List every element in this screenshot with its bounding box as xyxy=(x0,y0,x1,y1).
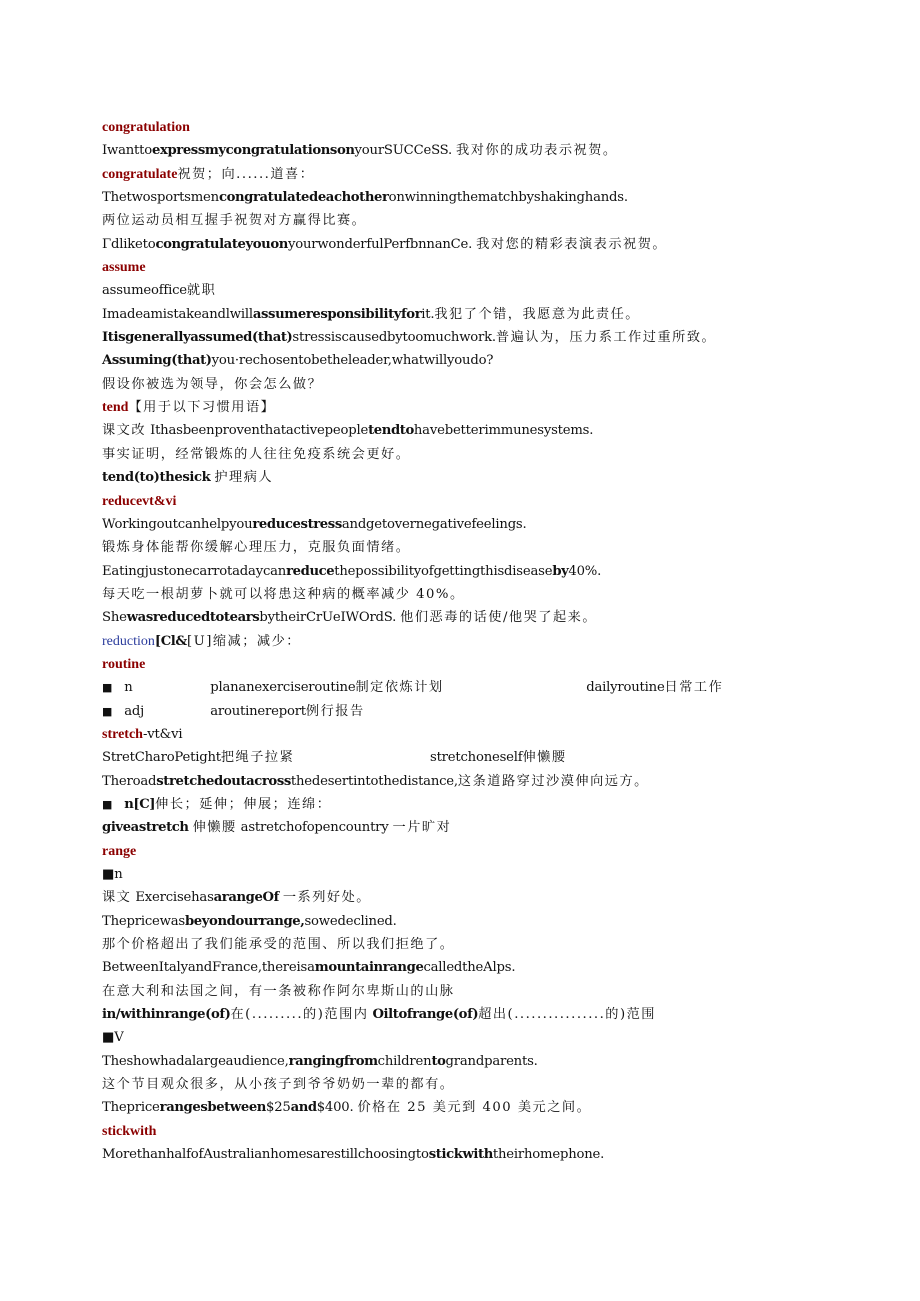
entry-range: range xyxy=(102,843,137,859)
translation-line: 锻炼身体能帮你缓解心理压力，克服负面情绪。 xyxy=(102,540,411,556)
example-line: 课文 ExercisehasarangeOf 一系列好处。 xyxy=(102,890,371,906)
example-line: MorethanhalfofAustralianhomesarestillchoosingtostickwiththeirhomephone. xyxy=(102,1147,605,1163)
example-line: BetweenItalyandFrance,thereisamountainrangecalledtheAlps. xyxy=(102,960,516,976)
entry-routine: routine xyxy=(102,656,146,672)
pos-line: ■V xyxy=(102,1030,124,1046)
example-line: Theroadstretchedoutacrossthedesertintothedistance,这条道路穿过沙漠伸向远方。 xyxy=(102,773,649,789)
entry-congratulate: congratulate祝贺；向......道喜： xyxy=(102,166,315,182)
entry-assume: assume xyxy=(102,260,146,276)
translation-line: 两位运动员相互握手祝贺对方赢得比赛。 xyxy=(102,213,367,229)
entry-tend: tend【用于以下习惯用语】 xyxy=(102,400,276,416)
translation-line: 事实证明，经常锻炼的人往往免疫系统会更好。 xyxy=(102,446,411,462)
example-line: Theshowhadalargeaudience,rangingfromchildrentograndparents. xyxy=(102,1053,538,1069)
phrase-line: tend(to)thesick 护理病人 xyxy=(102,470,274,486)
sense-line: ■ adj aroutinereport例行报告 xyxy=(102,703,365,719)
phrase-line: giveastretch 伸懒腰 astretchofopencountry 一片旷对 xyxy=(102,820,452,836)
sense-line: ■ n[C]伸长；延伸；伸展；连绵： xyxy=(102,796,332,812)
entry-stickwith: stickwith xyxy=(102,1123,157,1139)
example-line: ΓdliketocongratulateyouonyourwonderfulPerfbnnanCe. 我对您的精彩表演表示祝贺。 xyxy=(102,236,668,252)
bullet-icon: ■ xyxy=(102,681,113,695)
translation-line: 这个节目观众很多，从小孩子到爷爷奶奶一辈的都有。 xyxy=(102,1077,455,1093)
example-line: IwanttoexpressmycongratulationsonyourSUCCeSS. 我对你的成功表示祝贺。 xyxy=(102,143,618,159)
example-line: Thetwosportsmencongratulatedeachotheronwinningthematchbyshakinghands. xyxy=(102,190,628,206)
example-line: ShewasreducedtotearsbytheirCrUeIWOrdS. 他们恶毒的话使/他哭了起来。 xyxy=(102,610,598,626)
entry-stretch: stretch-vt&vi xyxy=(102,726,183,742)
bullet-icon: ■ xyxy=(102,797,113,811)
example-line: Itisgenerallyassumed(that)stressiscausedbytoomuchwork.普遍认为，压力系工作过重所致。 xyxy=(102,330,717,346)
translation-line: 在意大利和法国之间，有一条被称作阿尔卑斯山的山脉 xyxy=(102,983,455,999)
entry-congratulation: congratulation xyxy=(102,120,190,135)
phrase-line: in/withinrange(of)在(.........的)范围内 Oiltofrange(of)超出(................的)范围 xyxy=(102,1007,656,1023)
sense-line: ■ n plananexerciseroutine制定依炼计划 dailyroutine日常工作 xyxy=(102,680,724,696)
bullet-icon: ■ xyxy=(102,704,113,718)
pos-line: ■n xyxy=(102,867,123,882)
entry-reduce: reducevt&vi xyxy=(102,493,177,509)
translation-line: 假设你被选为领导，你会怎么做？ xyxy=(102,376,323,392)
example-line: Thepricerangesbetween$25and$400. 价格在 25 美元到 400 美元之间。 xyxy=(102,1100,592,1116)
example-line: Imadeamistakeandlwillassumeresponsibilityforit.我犯了个错，我愿意为此责任。 xyxy=(102,306,640,322)
example-line: Eatingjustonecarrotadaycanreducethepossibilityofgettingthisdiseaseby40%. xyxy=(102,563,602,579)
translation-line: 那个价格超出了我们能承受的范围、所以我们拒绝了。 xyxy=(102,937,455,953)
phrase-line: StretCharoPetight把绳子拉紧 stretchoneself伸懒腰 xyxy=(102,750,567,766)
example-line: 课文改 Ithasbeenproventhatactivepeopletendtohavebetterimmunesystems. xyxy=(102,423,594,439)
example-line: Assuming(that)you·rechosentobetheleader,whatwillyoudo? xyxy=(102,353,494,369)
entry-reduction: reduction[Cl&[U]缩减；减少： xyxy=(102,633,301,649)
phrase-line: assumeoffice就职 xyxy=(102,283,217,299)
example-line: Workingoutcanhelpyoureducestressandgetovernegativefeelings. xyxy=(102,516,527,532)
example-line: Thepricewasbeyondourrange,sowedeclined. xyxy=(102,913,397,929)
translation-line: 每天吃一根胡萝卜就可以将患这种病的概率减少 40%。 xyxy=(102,586,465,602)
